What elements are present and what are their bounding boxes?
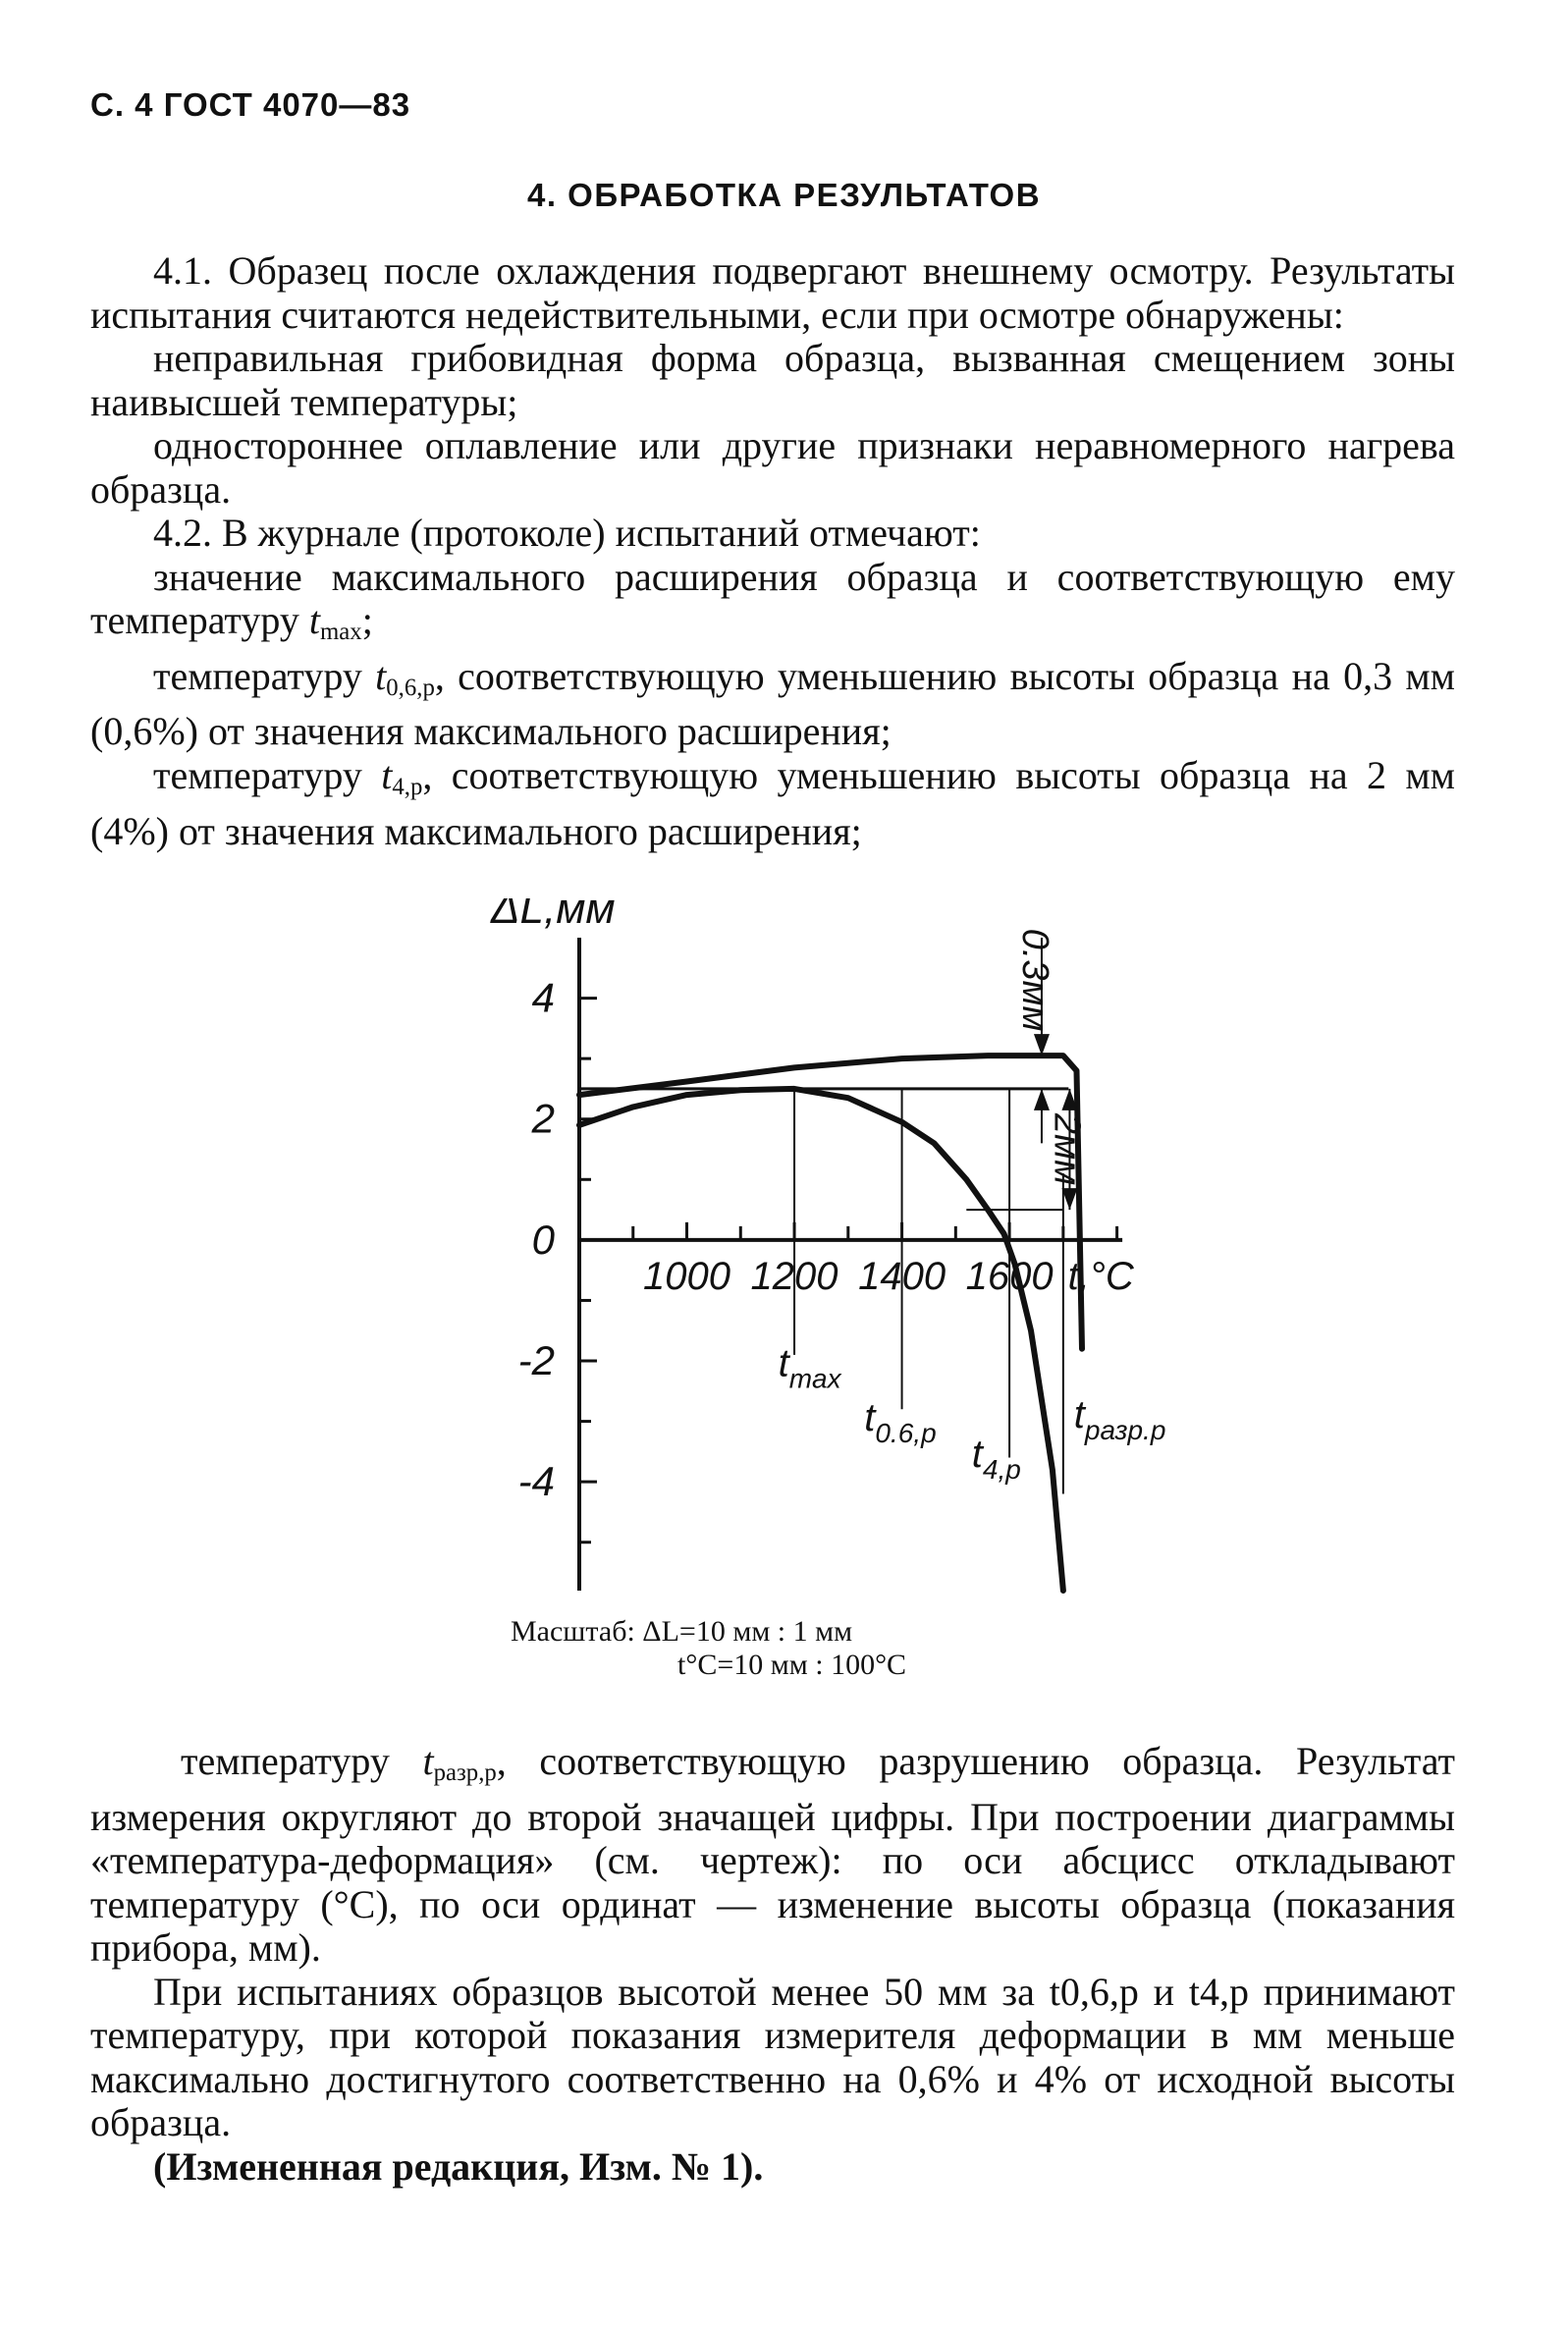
text-run: температуру [181,1739,423,1783]
text-run: температуру [153,752,382,797]
dim-03mm-label: 0.3мм [1013,928,1055,1032]
section-title: 4. ОБРАБОТКА РЕЗУЛЬТАТОВ [526,177,1042,213]
x-tick-label: 1200 [750,1254,838,1298]
text-run: значение максимального расширения образца и соответствующую ему температуру [90,554,1455,642]
y-tick-label: -4 [517,1458,555,1505]
label-tmax: $t_{max}$ [778,1341,841,1394]
y-tick-label: 2 [531,1095,555,1142]
y-tick-label: -2 [517,1337,555,1384]
label-t4p: $t_{4,р}$ [971,1432,1021,1485]
list-item-t06 [90,655,1455,754]
label-trazr: $t_{разр.р}$ [1073,1392,1166,1445]
y-tick-label: 0 [531,1216,555,1263]
subscript: 0,6,р [386,674,435,701]
x-axis-title: t,°C [1067,1254,1134,1298]
top-text-block [90,249,1455,853]
paragraph-note: При испытаниях образцов высотой менее 50 мм за t0,6,р и t4,р принимают температуру, при которой показания измерителя деформации в мм меньше максимально достигнутого соответственно на 0,6% и 4% от исходной высоты образца. [90,1969,1455,2145]
var-t: t [381,752,393,797]
var-t: t [308,598,320,642]
text-run: ; [361,598,373,642]
var-t: t [422,1739,434,1783]
paragraph-4-1: 4.1. Образец после охлаждения подвергают внешнему осмотру. Результаты испытания считаются недействительными, если при осмотре обнаружены: [90,248,1455,337]
y-axis-title: ΔL,мм [491,898,616,933]
text-run: , соответствующую уменьшению высоты образца на 0,3 мм (0,6%) от значения максимального расширения; [90,653,1455,754]
dim-03-arrow [1034,1034,1050,1056]
dim-2mm-label: 2мм [1046,1112,1088,1186]
lower-curve-line [579,1089,1063,1591]
paragraph-4-2: 4.2. В журнале (протоколе) испытаний отмечают: [153,511,981,555]
text-run: , соответствующую уменьшению высоты образца на 2 мм (4%) от значения максимального расширения; [90,752,1455,853]
x-tick-label: 1400 [858,1254,946,1298]
chart-caption [511,1615,906,1682]
text-run: температуру [153,653,376,698]
text-run: , соответствующую разрушению образца. Результат измерения округляют до второй значащей цифры. При построении диаграммы «температура-деформация» (см. чертеж): по оси абсцисс откладывают температуру (°C), по оси ординат — изменение высоты образца (показания прибора, мм). [90,1739,1455,1971]
caption-line-2: t°C=10 мм : 100°C [677,1649,907,1681]
subscript: max [319,619,362,646]
x-tick-label: 1000 [643,1254,731,1298]
page-header: С. 4 ГОСТ 4070—83 [90,86,411,123]
label-t06p: $t_{0.6,р}$ [864,1395,937,1448]
caption-line-1: Масштаб: ΔL=10 мм : 1 мм [511,1615,853,1648]
list-item-tmax [90,556,1455,655]
subscript: 4,р [392,774,423,801]
subscript: разр,р [433,1760,497,1787]
list-item-trazr [90,1740,1455,1971]
var-t: t [375,653,387,698]
x-tick-label: 1600 [965,1254,1054,1298]
list-item: неправильная грибовидная форма образца, вызванная смещением зоны наивысшей температуры; [90,336,1455,424]
list-item-t4 [90,754,1455,853]
temperature-deformation-chart [432,898,1178,1605]
amendment-note: (Измененная редакция, Изм. № 1). [153,2143,764,2189]
bottom-text-block [90,1740,1455,2189]
chart-svg [432,898,1178,1605]
y-tick-label: 4 [531,974,555,1021]
list-item: одностороннее оплавление или другие признаки неравномерного нагрева образца. [90,423,1455,512]
